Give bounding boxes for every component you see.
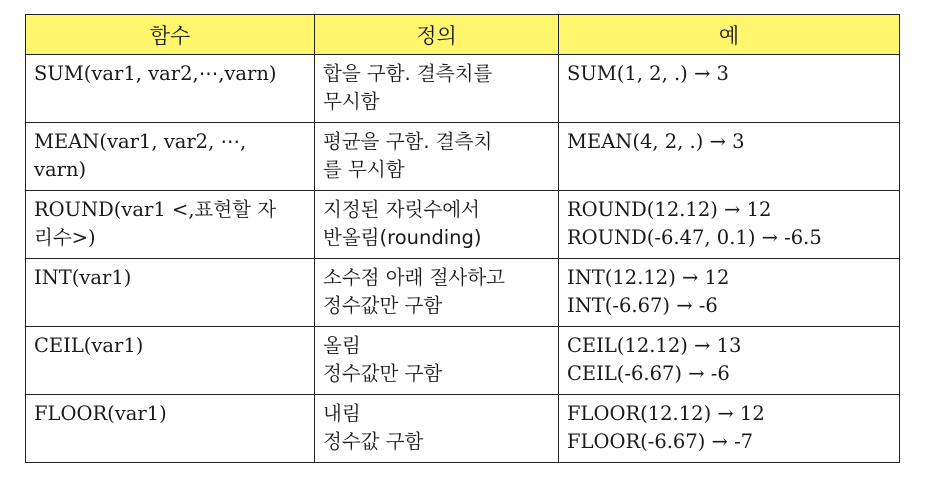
definition-text: 를 무시함 [323,158,405,181]
function-text: FLOOR(var1) [34,402,167,425]
definition-text: 반올림(rounding) [323,226,482,249]
definition-text: 올림 [323,334,361,357]
definition-text: 합을 구함. 결측치를 [323,62,493,85]
table-row [26,123,900,191]
header-function: 함수 [26,15,315,55]
function-text: CEIL(var1) [34,334,144,357]
header-row [26,15,900,55]
example-text: CEIL(12.12) → 13 [567,334,742,357]
header-example: 예 [559,15,900,55]
example-text: INT(12.12) → 12 [567,266,730,289]
example-cell [559,55,900,123]
example-cell [559,191,900,259]
example-text: ROUND(12.12) → 12 [567,198,772,221]
function-cell [26,191,315,259]
definition-cell [315,123,559,191]
definition-text: 평균을 구함. 결측치 [323,130,493,153]
table-header [26,15,900,55]
definition-text: 정수값만 구함 [323,294,443,317]
example-text: INT(-6.67) → -6 [567,294,718,317]
function-text: ROUND(var1 <,표현할 자 [34,198,277,221]
table-body [26,55,900,463]
example-cell [559,259,900,327]
function-text: 리수>) [34,226,96,249]
example-cell [559,327,900,395]
function-text: SUM(var1, var2,⋯,varn) [34,62,277,85]
function-text: INT(var1) [34,266,132,289]
definition-cell [315,395,559,463]
example-cell [559,123,900,191]
function-cell [26,123,315,191]
table-row [26,55,900,123]
table-row [26,395,900,463]
definition-cell [315,327,559,395]
example-text: CEIL(-6.67) → -6 [567,362,730,385]
definition-cell [315,55,559,123]
example-text: FLOOR(12.12) → 12 [567,402,765,425]
example-text: SUM(1, 2, .) → 3 [567,62,729,85]
function-cell [26,327,315,395]
definition-text: 소수점 아래 절사하고 [323,266,505,289]
definition-text: 정수값만 구함 [323,362,443,385]
table-row [26,191,900,259]
function-cell [26,395,315,463]
definition-text: 정수값 구함 [323,430,424,453]
function-text: MEAN(var1, var2, ⋯, [34,130,247,153]
function-text: varn) [34,158,87,181]
definition-text: 내림 [323,402,361,425]
example-cell [559,395,900,463]
example-text: FLOOR(-6.67) → -7 [567,430,754,453]
example-text: MEAN(4, 2, .) → 3 [567,130,745,153]
header-definition: 정의 [315,15,559,55]
function-cell [26,55,315,123]
definition-text: 무시함 [323,90,380,113]
table-row [26,259,900,327]
example-text: ROUND(-6.47, 0.1) → -6.5 [567,226,822,249]
function-reference-table [25,14,900,463]
definition-cell [315,259,559,327]
table-row [26,327,900,395]
definition-text: 지정된 자릿수에서 [323,198,480,221]
function-cell [26,259,315,327]
definition-cell [315,191,559,259]
